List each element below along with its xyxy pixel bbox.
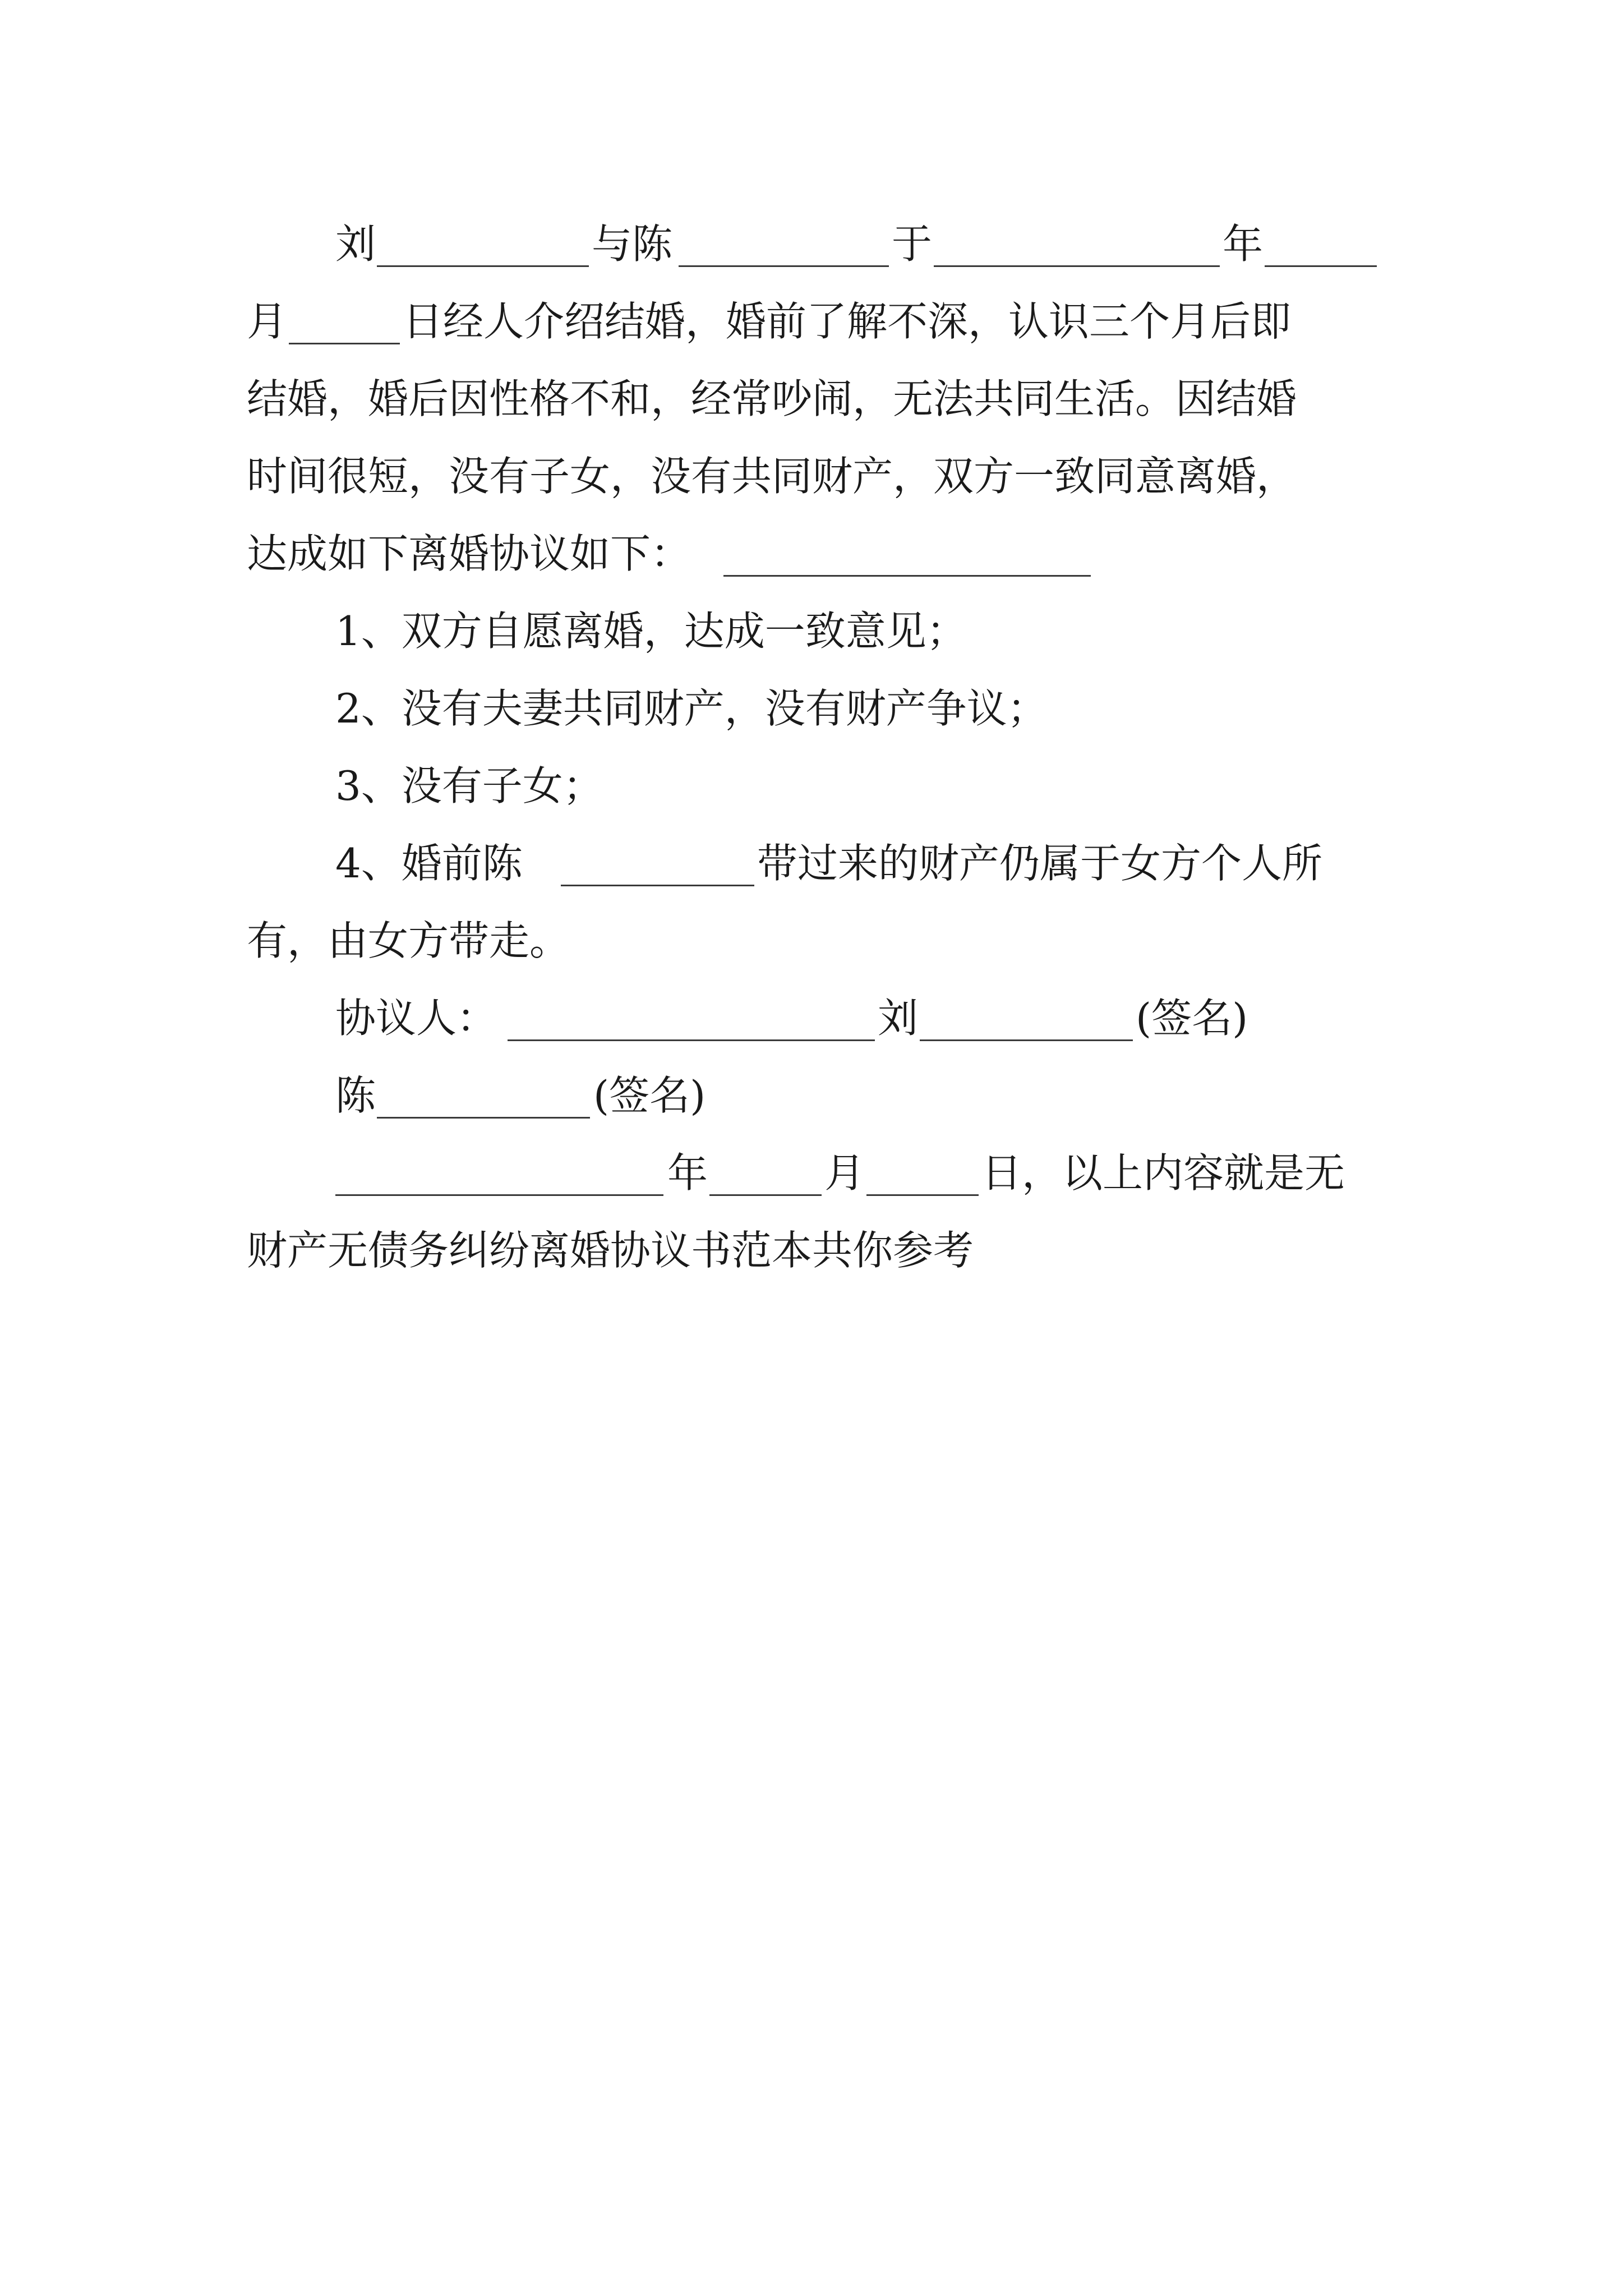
blank-month: [1265, 265, 1377, 267]
blank-signatory: [508, 1039, 875, 1041]
blank-closing-month: [709, 1194, 822, 1196]
blank-chen-name: [679, 265, 889, 267]
closing-line-2: [0, 1211, 1623, 1290]
intro-line-4: [0, 437, 1623, 516]
text-sig-chen: 陈: [335, 1072, 376, 1119]
text-yu: 于: [892, 220, 933, 268]
blank-closing-day: [866, 1194, 979, 1196]
item-1-text: 1、双方自愿离婚，达成一致意见；: [335, 608, 967, 655]
intro-line-1: [0, 205, 1623, 283]
closing-line-1: [0, 1134, 1623, 1212]
list-item: [0, 669, 1623, 748]
list-item: [0, 592, 1623, 670]
blank-year: [934, 265, 1220, 267]
item-4-line2: 有，由女方带走。: [247, 917, 570, 964]
item-4-rest: 带过来的财产仍属于女方个人所: [757, 840, 1323, 887]
blank-sig-chen: [377, 1117, 590, 1119]
text-yu-chen: 与陈: [592, 220, 673, 268]
text-liu: 刘: [335, 220, 376, 268]
item-4-prefix: 4、婚前陈: [335, 840, 523, 887]
text-intro-l5: 达成如下离婚协议如下：: [247, 530, 691, 577]
text-closing-line2: 财产无债务纠纷离婚协议书范本共你参考: [247, 1227, 974, 1274]
item-3-text: 3、没有子女；: [335, 762, 603, 809]
blank-closing-year: [335, 1194, 663, 1196]
intro-line-5: [0, 514, 1623, 593]
text-intro-l3: 结婚，婚后因性格不和，经常吵闹，无法共同生活。因结婚: [247, 375, 1297, 422]
blank-day: [289, 343, 400, 344]
list-item: [0, 747, 1623, 825]
text-closing-yue: 月: [824, 1149, 865, 1197]
signatory-label: 协议人：: [335, 995, 497, 1042]
sign-label-2: (签名): [593, 1072, 706, 1119]
blank-chen-item4: [561, 885, 754, 886]
text-closing-nian: 年: [667, 1149, 708, 1197]
signature-line-1: [0, 979, 1623, 1057]
text-intro-l4: 时间很短，没有子女，没有共同财产，双方一致同意离婚，: [247, 453, 1297, 500]
blank-agreement: [723, 575, 1091, 577]
sign-label-1: (签名): [1136, 995, 1248, 1042]
text-yue: 月: [247, 298, 288, 345]
list-item-continued: [0, 901, 1623, 980]
text-closing-rest: 日，以上内容就是无: [981, 1149, 1345, 1197]
text-intro-l2: 日经人介绍结婚，婚前了解不深，认识三个月后即: [403, 298, 1292, 345]
signature-line-2: [0, 1056, 1623, 1135]
list-item: [0, 824, 1623, 903]
blank-liu-name: [377, 265, 589, 267]
text-nian: 年: [1223, 220, 1264, 268]
blank-sig-liu: [920, 1039, 1133, 1041]
intro-line-3: [0, 360, 1623, 438]
item-2-text: 2、没有夫妻共同财产，没有财产争议；: [335, 685, 1048, 732]
text-sig-liu: 刘: [878, 995, 919, 1042]
intro-line-2: [0, 282, 1623, 361]
